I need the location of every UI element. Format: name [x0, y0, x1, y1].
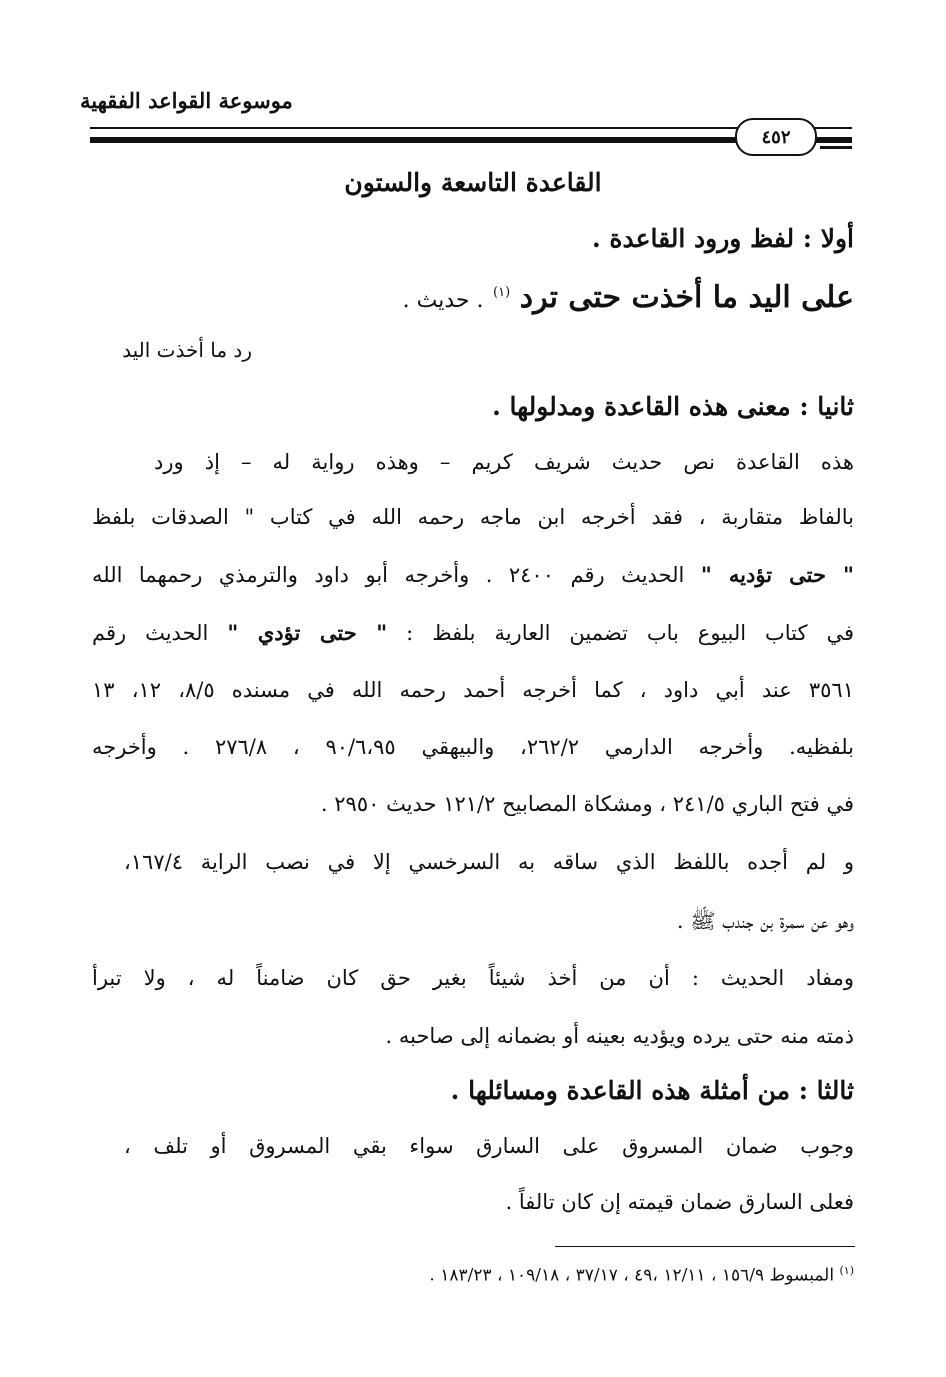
meaning-line: [92, 620, 854, 645]
meaning-line: [92, 678, 854, 702]
meaning-line: [92, 908, 854, 939]
footnote-ref: (١): [493, 285, 511, 300]
footnote-rule: [555, 1246, 855, 1247]
meaning-line: [124, 850, 854, 874]
meaning-line-text: وهو عن سمرة بن جندب ﷺ .: [676, 909, 854, 933]
meaning-line-text: الحديث رقم: [92, 621, 228, 645]
qaeda-text: على اليد ما أخذت حتى ترد: [519, 280, 854, 315]
meaning-line-text: ذمته منه حتى يرده ويؤديه بعينه أو بضمانه إلى صاحبه .: [385, 1024, 854, 1048]
rule-title: القاعدة التاسعة والستون: [344, 168, 602, 197]
meaning-line-text: الحديث رقم ٢٤٠٠ . وأخرجه أبو داود والترمذي رحمهما الله: [92, 563, 701, 587]
footnote: [429, 1264, 854, 1286]
meaning-line: [154, 450, 854, 474]
meaning-line-text: في فتح الباري ٢٤١/٥ ، ومشكاة المصابيح ١٢١/٢ حديث ٢٩٥٠ .: [320, 792, 854, 816]
example-line: [124, 1134, 854, 1158]
page-number: ٤٥٢: [735, 118, 817, 156]
meaning-line-text: في كتاب البيوع باب تضمين العارية بلفظ :: [387, 621, 854, 645]
quoted-wording: " حتى تؤديه ": [700, 562, 855, 587]
meaning-line: [92, 505, 854, 529]
footnote-marker: (١): [839, 1264, 854, 1277]
meaning-line-text: بالفاظ متقاربة ، فقد أخرجه ابن ماجه رحمه الله في كتاب " الصدقات بلفظ: [92, 505, 854, 529]
footnote-text: المبسوط ١٥٦/٩ ، ١٢/١١ ،٤٩ ، ٣٧/١٧ ، ١٠٩/١٨ ، ١٨٣/٢٣ .: [429, 1265, 835, 1286]
qaeda-statement: [403, 280, 854, 315]
running-title: موسوعة القواعد الفقهية: [80, 88, 293, 113]
example-line: [92, 1190, 854, 1214]
meaning-line: [92, 966, 854, 990]
side-note: رد ما أخذت اليد: [122, 338, 252, 362]
meaning-line-text: هذه القاعدة نص حديث شريف كريم – وهذه رواية له – إذ ورد: [154, 450, 854, 474]
quoted-wording: " حتى تؤدي ": [227, 620, 388, 645]
meaning-line-text: ٣٥٦١ عند أبي داود ، كما أخرجه أحمد رحمه الله في مسنده ٨/٥، ١٢، ١٣: [92, 678, 854, 702]
section-heading-second: ثانيا : معنى هذه القاعدة ومدلولها .: [492, 392, 854, 421]
meaning-line: [92, 735, 854, 759]
example-line-text: فعلى السارق ضمان قيمته إن كان تالفاً .: [505, 1190, 854, 1214]
example-line-text: وجوب ضمان المسروق على السارق سواء بقي المسروق أو تلف ،: [124, 1134, 854, 1158]
meaning-line-text: و لم أجده باللفظ الذي ساقه به السرخسي إلا في نصب الراية ١٦٧/٤،: [124, 850, 854, 874]
section-heading-third: ثالثا : من أمثلة هذه القاعدة ومسائلها .: [450, 1076, 854, 1105]
meaning-line-text: بلفظيه. وأخرجه الدارمي ٢٦٢/٢، والبيهقي ٩٠/٦،٩٥ ، ٢٧٦/٨ . وأخرجه: [92, 735, 854, 759]
section-heading-first: أولا : لفظ ورود القاعدة .: [591, 224, 854, 253]
meaning-line: [92, 562, 854, 587]
meaning-line: [92, 1024, 854, 1048]
header-rule-tick: [820, 146, 852, 149]
qaeda-suffix: . حديث .: [402, 288, 484, 313]
meaning-line: [92, 792, 854, 816]
meaning-line-text: ومفاد الحديث : أن من أخذ شيئاً بغير حق كان ضامناً له ، ولا تبرأ: [92, 966, 854, 990]
